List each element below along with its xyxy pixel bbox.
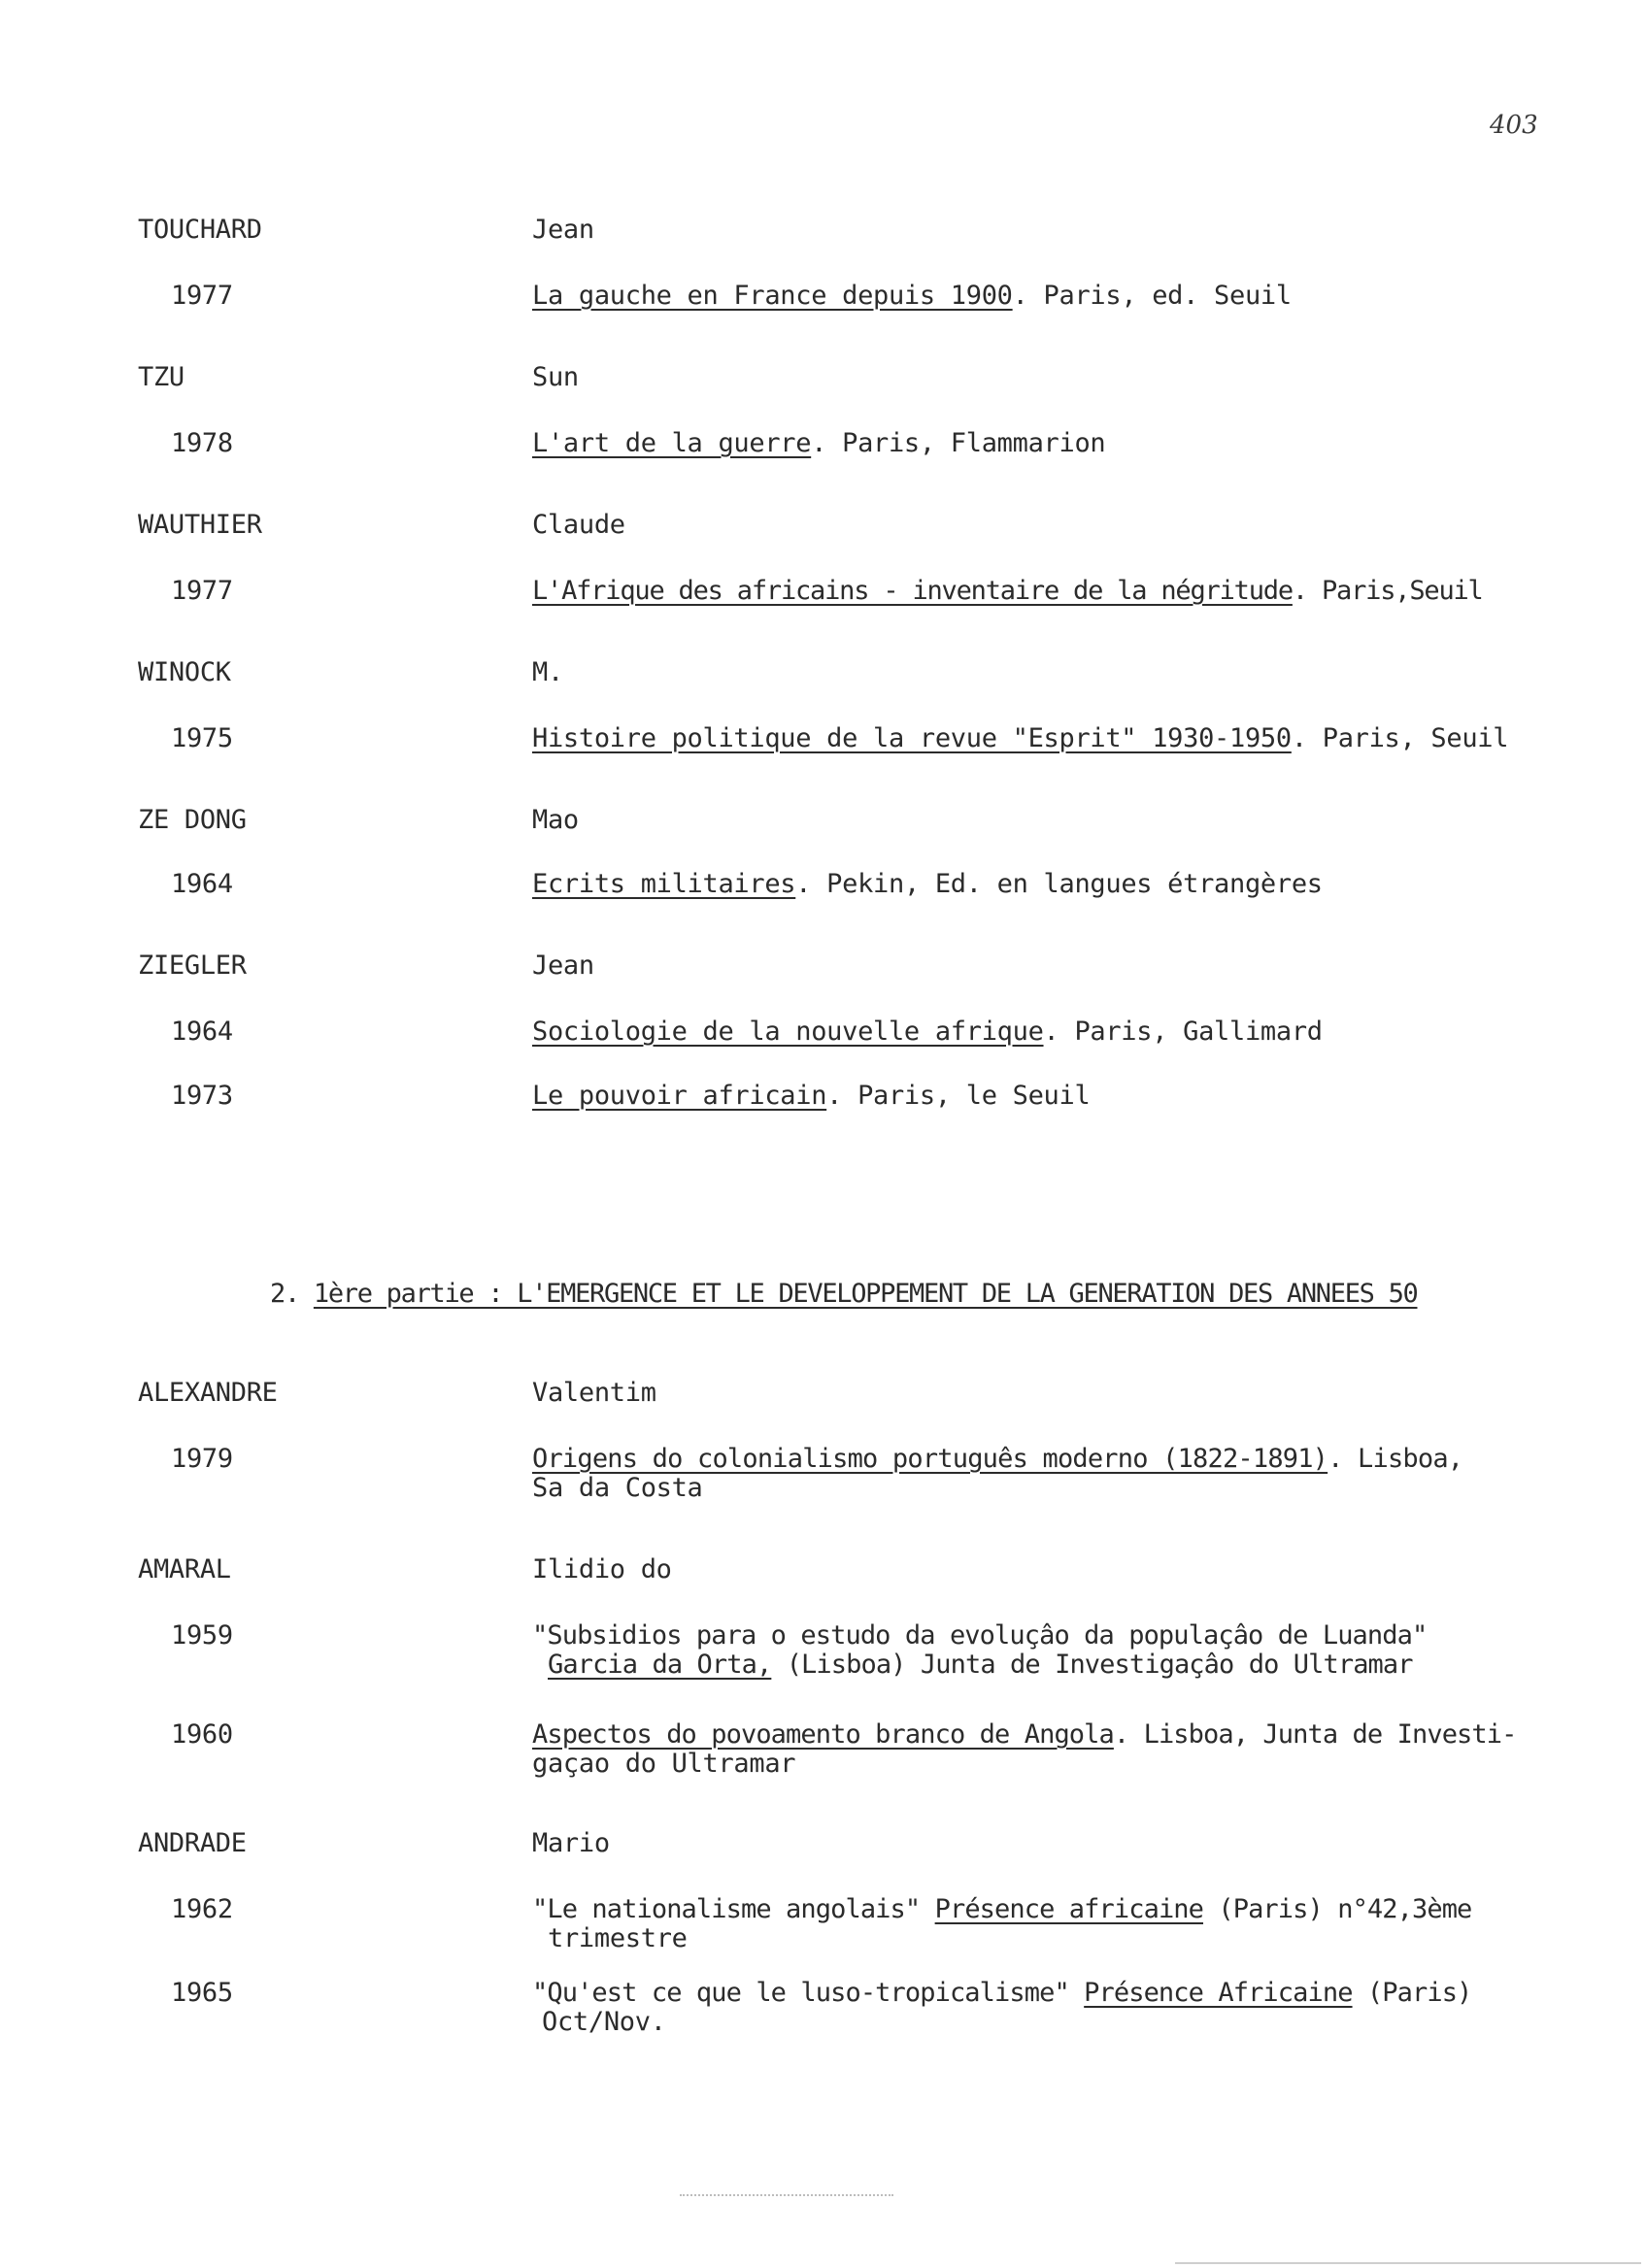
entry-publisher: (Paris) n°42,3ème [1203, 1894, 1472, 1924]
entry-year: 1977 [171, 576, 233, 606]
entry-article: "Qu'est ce que le luso-tropicalisme" [532, 1978, 1085, 2008]
entry-publisher: . Paris, Seuil [1291, 723, 1509, 753]
entry-year: 1964 [171, 1017, 233, 1047]
entry-citation [532, 427, 1105, 460]
entry-year: 1973 [171, 1081, 233, 1111]
entry-year: 1975 [171, 723, 233, 753]
author-firstname: Mario [532, 1828, 610, 1858]
entry-citation [532, 868, 1323, 901]
entry-year: 1962 [171, 1894, 233, 1924]
entry-publisher: . Paris, Flammarion [811, 428, 1106, 458]
page-edge-rule [1175, 2262, 1641, 2264]
entry-publisher: . Paris, ed. Seuil [1012, 281, 1292, 311]
entry-citation [532, 1080, 1090, 1113]
entry-citation: "Subsidios para o estudo da evoluçâo da populaçâo de Luanda" [532, 1620, 1428, 1651]
author-surname: TZU [138, 362, 185, 392]
entry-title: Ecrits militaires [532, 869, 796, 899]
author-firstname: M. [532, 657, 563, 687]
author-firstname: Valentim [532, 1378, 656, 1408]
entry-citation-continued: Sa da Costa [532, 1473, 703, 1503]
entry-title: La gauche en France depuis 1900 [532, 281, 1013, 311]
entry-article: "Le nationalisme angolais" [532, 1894, 935, 1924]
entry-publisher: . Paris,Seuil [1292, 576, 1483, 606]
author-firstname: Jean [532, 215, 594, 245]
entry-citation [532, 1016, 1323, 1049]
entry-citation-continued: Oct/Nov. [542, 2007, 666, 2037]
entry-publisher: . Lisboa, [1328, 1444, 1463, 1474]
author-surname: ZE DONG [138, 805, 247, 835]
entry-publisher: (Paris) [1352, 1978, 1472, 2008]
author-surname: TOUCHARD [138, 215, 262, 245]
entry-citation [532, 722, 1508, 755]
author-surname: ZIEGLER [138, 951, 247, 981]
entry-citation-continued: gaçao do Ultramar [532, 1749, 796, 1779]
entry-publisher: . Paris, Gallimard [1043, 1017, 1323, 1047]
scan-dots [680, 2194, 893, 2198]
entry-publisher: (Lisboa) Junta de Investigaçâo do Ultramar [771, 1650, 1413, 1680]
author-firstname: Mao [532, 805, 579, 835]
entry-journal: Présence Africaine [1084, 1978, 1353, 2008]
entry-citation [532, 575, 1483, 608]
author-surname: ALEXANDRE [138, 1378, 278, 1408]
entry-journal: Présence africaine [934, 1894, 1204, 1924]
entry-title: Origens do colonialismo português moderno (1822-1891) [532, 1444, 1328, 1474]
entry-citation [532, 1893, 1471, 1926]
entry-year: 1959 [171, 1620, 233, 1651]
entry-title: Sociologie de la nouvelle afrique [532, 1017, 1044, 1047]
entry-publisher: . Pekin, Ed. en langues étrangères [795, 869, 1323, 899]
entry-citation-continued: trimestre [548, 1923, 688, 1953]
author-surname: AMARAL [138, 1554, 231, 1584]
entry-publisher: . Lisboa, Junta de Investi- [1113, 1719, 1517, 1750]
entry-title: Aspectos do povoamento branco de Angola [532, 1719, 1114, 1750]
entry-title: Histoire politique de la revue "Esprit" 1930-1950 [532, 723, 1292, 753]
entry-year: 1979 [171, 1444, 233, 1474]
author-surname: WINOCK [138, 657, 231, 687]
author-firstname: Claude [532, 510, 625, 540]
author-firstname: Jean [532, 951, 594, 981]
entry-journal: Garcia da Orta, [548, 1650, 772, 1680]
entry-publisher: . Paris, le Seuil [826, 1081, 1091, 1111]
entry-year: 1964 [171, 869, 233, 899]
section-number: 2. [270, 1279, 314, 1309]
entry-year: 1978 [171, 428, 233, 458]
entry-title: L'Afrique des africains - inventaire de la négritude [532, 576, 1293, 606]
entry-year: 1965 [171, 1978, 233, 2008]
entry-citation [532, 1977, 1471, 2010]
entry-year: 1960 [171, 1719, 233, 1750]
entry-citation-continued [548, 1649, 1413, 1682]
page-number: 403 [1490, 111, 1538, 140]
entry-citation [532, 1443, 1462, 1476]
entry-citation [532, 1718, 1516, 1751]
author-firstname: Sun [532, 362, 579, 392]
entry-title: L'art de la guerre [532, 428, 812, 458]
author-surname: WAUTHIER [138, 510, 262, 540]
section-heading [270, 1278, 1417, 1311]
entry-citation [532, 280, 1292, 313]
entry-title: Le pouvoir africain [532, 1081, 827, 1111]
section-title: 1ère partie : L'EMERGENCE ET LE DEVELOPPEMENT DE LA GENERATION DES ANNEES 50 [313, 1279, 1418, 1309]
author-firstname: Ilidio do [532, 1554, 672, 1584]
entry-year: 1977 [171, 281, 233, 311]
author-surname: ANDRADE [138, 1828, 247, 1858]
